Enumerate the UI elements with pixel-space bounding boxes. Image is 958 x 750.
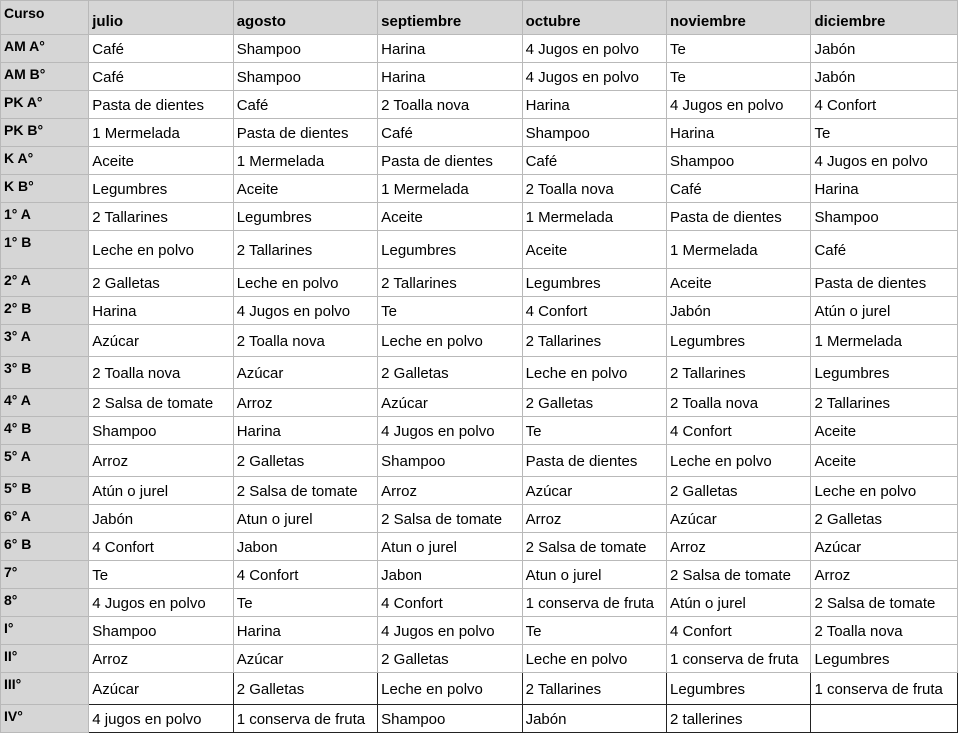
table-cell[interactable]: Azúcar	[667, 505, 811, 533]
table-cell[interactable]: Pasta de dientes	[89, 91, 233, 119]
row-header-curso[interactable]: AM B°	[1, 63, 89, 91]
table-cell[interactable]: Aceite	[89, 147, 233, 175]
table-cell[interactable]: Legumbres	[667, 325, 811, 357]
table-cell[interactable]: 1 conserva de fruta	[522, 589, 666, 617]
table-row	[1, 533, 958, 561]
row-header-curso[interactable]: K B°	[1, 175, 89, 203]
table-cell[interactable]: Aceite	[378, 203, 522, 231]
row-header-curso[interactable]: 3° A	[1, 325, 89, 357]
table-cell[interactable]: 1 Mermelada	[811, 325, 958, 357]
table-cell[interactable]: Shampoo	[378, 445, 522, 477]
table-cell[interactable]	[811, 705, 958, 733]
table-cell[interactable]: 4 Jugos en polvo	[233, 297, 377, 325]
table-cell[interactable]: 2 Toalla nova	[378, 91, 522, 119]
table-row	[1, 147, 958, 175]
table-row	[1, 477, 958, 505]
row-header-curso[interactable]: 6° B	[1, 533, 89, 561]
header-noviembre[interactable]: noviembre	[667, 1, 811, 35]
table-row	[1, 269, 958, 297]
table-cell[interactable]: Te	[89, 561, 233, 589]
table-cell[interactable]: 4 Confort	[89, 533, 233, 561]
row-header-curso[interactable]: 4° A	[1, 389, 89, 417]
header-julio[interactable]: julio	[89, 1, 233, 35]
table-cell[interactable]: 2 Galletas	[811, 505, 958, 533]
table-cell[interactable]: 4 Jugos en polvo	[378, 417, 522, 445]
table-cell[interactable]: Legumbres	[233, 203, 377, 231]
table-cell[interactable]: Azúcar	[233, 645, 377, 673]
table-cell[interactable]: 2 Galletas	[378, 645, 522, 673]
table-cell[interactable]: Legumbres	[522, 269, 666, 297]
table-row	[1, 357, 958, 389]
table-cell[interactable]: 2 Salsa de tomate	[667, 561, 811, 589]
table-cell[interactable]: Te	[667, 63, 811, 91]
table-cell[interactable]: 2 Salsa de tomate	[522, 533, 666, 561]
table-cell[interactable]: Jabon	[378, 561, 522, 589]
table-cell[interactable]: Atún o jurel	[667, 589, 811, 617]
row-header-curso[interactable]: 1° B	[1, 231, 89, 269]
table-cell[interactable]: Jabón	[667, 297, 811, 325]
table-row	[1, 297, 958, 325]
table-cell[interactable]: Te	[233, 589, 377, 617]
table-cell[interactable]: Azúcar	[89, 325, 233, 357]
table-cell[interactable]: Legumbres	[811, 645, 958, 673]
table-cell[interactable]: 4 Jugos en polvo	[522, 35, 666, 63]
table-row	[1, 505, 958, 533]
row-header-curso[interactable]: 3° B	[1, 357, 89, 389]
table-cell[interactable]: Café	[811, 231, 958, 269]
table-cell[interactable]: Atún o jurel	[89, 477, 233, 505]
row-header-curso[interactable]: I°	[1, 617, 89, 645]
table-cell[interactable]: 1 Mermelada	[522, 203, 666, 231]
table-cell[interactable]: 2 Galletas	[233, 445, 377, 477]
table-row	[1, 589, 958, 617]
table-cell[interactable]: Jabón	[89, 505, 233, 533]
table-row	[1, 617, 958, 645]
table-row	[1, 561, 958, 589]
table-cell[interactable]: 2 tallerines	[667, 705, 811, 733]
table-cell[interactable]: 2 Tallarines	[378, 269, 522, 297]
table-cell[interactable]: 2 Toalla nova	[522, 175, 666, 203]
row-header-curso[interactable]: 2° A	[1, 269, 89, 297]
table-cell[interactable]: Te	[522, 617, 666, 645]
table-cell[interactable]: Pasta de dientes	[522, 445, 666, 477]
table-cell[interactable]: 1 Mermelada	[89, 119, 233, 147]
table-cell[interactable]: 4 Jugos en polvo	[811, 147, 958, 175]
table-cell[interactable]: Shampoo	[522, 119, 666, 147]
table-cell[interactable]: Arroz	[667, 533, 811, 561]
table-cell[interactable]: Legumbres	[89, 175, 233, 203]
table-cell[interactable]: Leche en polvo	[378, 673, 522, 705]
table-cell[interactable]: Leche en polvo	[522, 357, 666, 389]
table-cell[interactable]: Legumbres	[378, 231, 522, 269]
table-cell[interactable]: Azúcar	[378, 389, 522, 417]
table-cell[interactable]: Shampoo	[89, 417, 233, 445]
table-cell[interactable]: 4 Confort	[233, 561, 377, 589]
row-header-curso[interactable]: 2° B	[1, 297, 89, 325]
table-cell[interactable]: Aceite	[233, 175, 377, 203]
table-row	[1, 35, 958, 63]
table-cell[interactable]: Legumbres	[811, 357, 958, 389]
table-cell[interactable]: 2 Galletas	[378, 357, 522, 389]
table-cell[interactable]: 2 Tallarines	[89, 203, 233, 231]
table-cell[interactable]: Jabón	[811, 63, 958, 91]
table-cell[interactable]: 2 Toalla nova	[89, 357, 233, 389]
table-cell[interactable]: 2 Salsa de tomate	[233, 477, 377, 505]
table-cell[interactable]: Jabon	[233, 533, 377, 561]
table-cell[interactable]: Leche en polvo	[811, 477, 958, 505]
table-cell[interactable]: Harina	[378, 63, 522, 91]
table-row	[1, 389, 958, 417]
table-cell[interactable]: Harina	[667, 119, 811, 147]
row-header-curso[interactable]: 5° A	[1, 445, 89, 477]
table-cell[interactable]: 1 conserva de fruta	[811, 673, 958, 705]
table-cell[interactable]: Azúcar	[233, 357, 377, 389]
table-cell[interactable]: 1 conserva de fruta	[233, 705, 377, 733]
table-cell[interactable]: Leche en polvo	[522, 645, 666, 673]
table-cell[interactable]: Pasta de dientes	[667, 203, 811, 231]
table-cell[interactable]: 2 Tallarines	[667, 357, 811, 389]
table-cell[interactable]: Azúcar	[89, 673, 233, 705]
table-cell[interactable]: Harina	[378, 35, 522, 63]
table-cell[interactable]: Café	[378, 119, 522, 147]
table-cell[interactable]: Arroz	[811, 561, 958, 589]
table-cell[interactable]: 1 Mermelada	[378, 175, 522, 203]
table-cell[interactable]: Café	[89, 63, 233, 91]
table-cell[interactable]: Te	[811, 119, 958, 147]
table-cell[interactable]: Aceite	[811, 445, 958, 477]
table-cell[interactable]: Arroz	[522, 505, 666, 533]
table-row	[1, 91, 958, 119]
header-septiembre[interactable]: septiembre	[378, 1, 522, 35]
header-curso[interactable]: Curso	[1, 1, 89, 35]
table-row	[1, 417, 958, 445]
table-cell[interactable]: Arroz	[233, 389, 377, 417]
table-cell[interactable]: Te	[667, 35, 811, 63]
table-cell[interactable]: Leche en polvo	[378, 325, 522, 357]
table-cell[interactable]: 4 Jugos en polvo	[89, 589, 233, 617]
table-cell[interactable]: 2 Tallarines	[522, 325, 666, 357]
row-header-curso[interactable]: III°	[1, 673, 89, 705]
table-cell[interactable]: Azúcar	[811, 533, 958, 561]
table-cell[interactable]: 2 Tallarines	[522, 673, 666, 705]
table-cell[interactable]: Pasta de dientes	[811, 269, 958, 297]
table-cell[interactable]: Shampoo	[811, 203, 958, 231]
table-cell[interactable]: 2 Tallarines	[811, 389, 958, 417]
table-cell[interactable]: Legumbres	[667, 673, 811, 705]
table-cell[interactable]: Shampoo	[89, 617, 233, 645]
table-row	[1, 325, 958, 357]
table-cell[interactable]: 4 jugos en polvo	[89, 705, 233, 733]
table-cell[interactable]: 2 Tallarines	[233, 231, 377, 269]
row-header-curso[interactable]: 6° A	[1, 505, 89, 533]
table-cell[interactable]: 2 Galletas	[522, 389, 666, 417]
table-cell[interactable]: Harina	[233, 617, 377, 645]
row-header-curso[interactable]: 1° A	[1, 203, 89, 231]
table-cell[interactable]: Atun o jurel	[233, 505, 377, 533]
table-cell[interactable]: 2 Galletas	[89, 269, 233, 297]
table-cell[interactable]: 4 Confort	[667, 617, 811, 645]
table-cell[interactable]: Harina	[89, 297, 233, 325]
table-cell[interactable]: Harina	[233, 417, 377, 445]
table-cell[interactable]: 4 Confort	[811, 91, 958, 119]
table-cell[interactable]: Arroz	[89, 445, 233, 477]
table-cell[interactable]: Leche en polvo	[89, 231, 233, 269]
table-cell[interactable]: 2 Salsa de tomate	[378, 505, 522, 533]
table-cell[interactable]: Harina	[522, 91, 666, 119]
row-header-curso[interactable]: 8°	[1, 589, 89, 617]
table-cell[interactable]: Atun o jurel	[522, 561, 666, 589]
table-cell[interactable]: 4 Confort	[667, 417, 811, 445]
table-cell[interactable]: 2 Galletas	[233, 673, 377, 705]
table-cell[interactable]: Pasta de dientes	[378, 147, 522, 175]
table-cell[interactable]: Arroz	[89, 645, 233, 673]
table-cell[interactable]: 1 Mermelada	[233, 147, 377, 175]
table-cell[interactable]: Shampoo	[233, 35, 377, 63]
row-header-curso[interactable]: IV°	[1, 705, 89, 733]
table-cell[interactable]: 2 Toalla nova	[811, 617, 958, 645]
table-cell[interactable]: Aceite	[522, 231, 666, 269]
table-row	[1, 231, 958, 269]
row-header-curso[interactable]: 4° B	[1, 417, 89, 445]
table-cell[interactable]: 1 conserva de fruta	[667, 645, 811, 673]
table-row	[1, 119, 958, 147]
header-row	[1, 1, 958, 35]
table-row	[1, 445, 958, 477]
table-cell[interactable]: Leche en polvo	[667, 445, 811, 477]
table-cell[interactable]: Jabón	[811, 35, 958, 63]
table-row	[1, 705, 958, 733]
row-header-curso[interactable]: PK A°	[1, 91, 89, 119]
table-cell[interactable]: Harina	[811, 175, 958, 203]
table-row	[1, 203, 958, 231]
table-cell[interactable]: Azúcar	[522, 477, 666, 505]
table-cell[interactable]: 2 Toalla nova	[667, 389, 811, 417]
table-cell[interactable]: 2 Salsa de tomate	[89, 389, 233, 417]
table-cell[interactable]: 4 Confort	[378, 589, 522, 617]
table-cell[interactable]: Shampoo	[233, 63, 377, 91]
table-cell[interactable]: Te	[522, 417, 666, 445]
table-cell[interactable]: 4 Jugos en polvo	[667, 91, 811, 119]
row-header-curso[interactable]: II°	[1, 645, 89, 673]
table-cell[interactable]: Pasta de dientes	[233, 119, 377, 147]
table-cell[interactable]: 4 Jugos en polvo	[522, 63, 666, 91]
table-cell[interactable]: 4 Confort	[522, 297, 666, 325]
table-row	[1, 175, 958, 203]
table-cell[interactable]: 2 Galletas	[667, 477, 811, 505]
table-cell[interactable]: Café	[667, 175, 811, 203]
row-header-curso[interactable]: PK B°	[1, 119, 89, 147]
table-row	[1, 645, 958, 673]
table-cell[interactable]: Café	[522, 147, 666, 175]
table-cell[interactable]: Café	[89, 35, 233, 63]
table-cell[interactable]: Atun o jurel	[378, 533, 522, 561]
header-octubre[interactable]: octubre	[522, 1, 666, 35]
table-row	[1, 63, 958, 91]
table-cell[interactable]: Shampoo	[378, 705, 522, 733]
table-cell[interactable]: 2 Salsa de tomate	[811, 589, 958, 617]
table-cell[interactable]: 4 Jugos en polvo	[378, 617, 522, 645]
table-cell[interactable]: Te	[378, 297, 522, 325]
table-cell[interactable]: 2 Toalla nova	[233, 325, 377, 357]
row-header-curso[interactable]: 7°	[1, 561, 89, 589]
table-cell[interactable]: Café	[233, 91, 377, 119]
header-diciembre[interactable]: diciembre	[811, 1, 958, 35]
table-row	[1, 673, 958, 705]
table-cell[interactable]: Aceite	[811, 417, 958, 445]
header-agosto[interactable]: agosto	[233, 1, 377, 35]
table-cell[interactable]: Arroz	[378, 477, 522, 505]
table-cell[interactable]: Leche en polvo	[233, 269, 377, 297]
row-header-curso[interactable]: K A°	[1, 147, 89, 175]
row-header-curso[interactable]: AM A°	[1, 35, 89, 63]
table-cell[interactable]: Shampoo	[667, 147, 811, 175]
table-cell[interactable]: Jabón	[522, 705, 666, 733]
table-cell[interactable]: Aceite	[667, 269, 811, 297]
row-header-curso[interactable]: 5° B	[1, 477, 89, 505]
table-cell[interactable]: 1 Mermelada	[667, 231, 811, 269]
table-cell[interactable]: Atún o jurel	[811, 297, 958, 325]
